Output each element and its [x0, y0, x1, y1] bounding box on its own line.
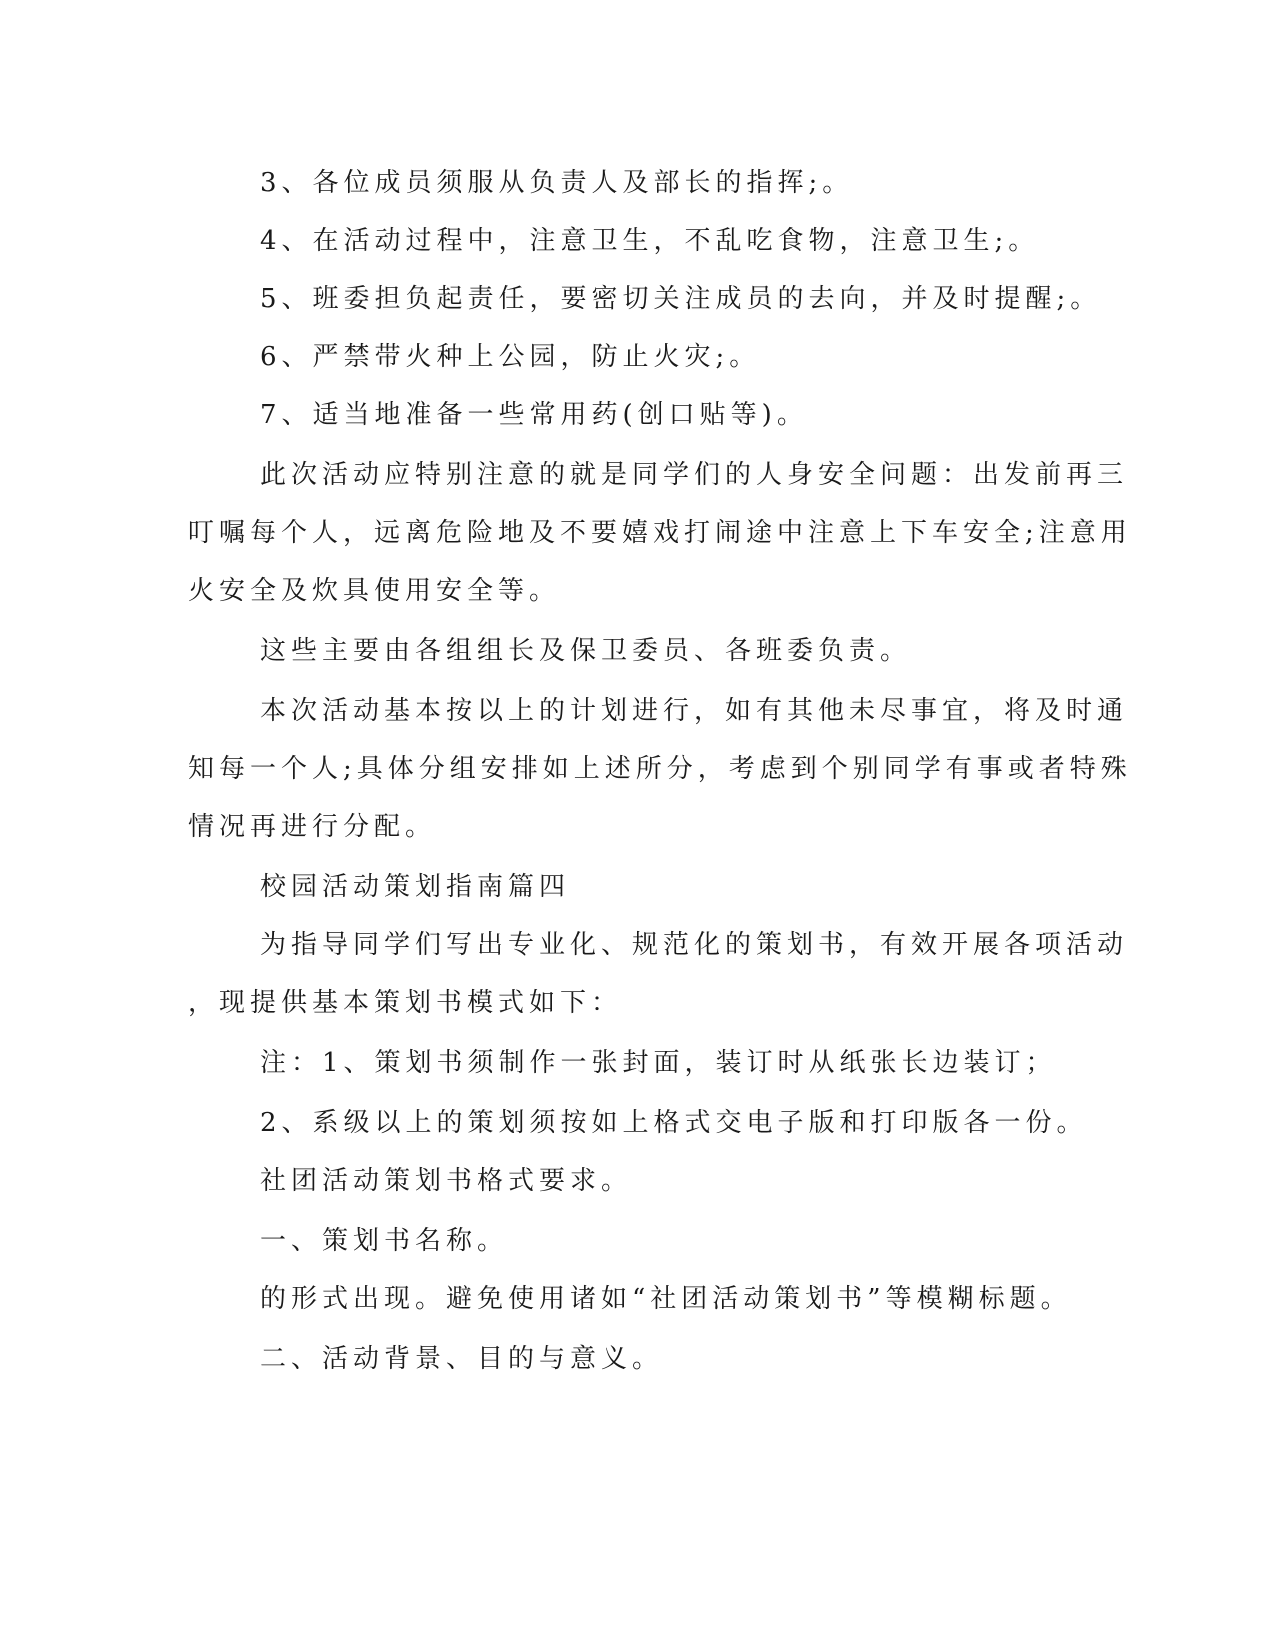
paragraph-safety-line-2: 叮嘱每个人，远离危险地及不要嬉戏打闹途中注意上下车安全;注意用: [188, 518, 1132, 548]
item-plan-name-note: 的形式出现。避免使用诸如“社团活动策划书”等模糊标题。: [260, 1284, 1072, 1314]
list-item-3: 3、各位成员须服从负责人及部长的指挥;。: [260, 168, 854, 198]
paragraph-plan-line-2: 知每一个人;具体分组安排如上述所分，考虑到个别同学有事或者特殊: [188, 754, 1132, 784]
item-background: 二、活动背景、目的与意义。: [260, 1344, 664, 1374]
paragraph-plan-line-1: 本次活动基本按以上的计划进行，如有其他未尽事宜，将及时通: [260, 696, 1129, 726]
note-item-1: 注：1、策划书须制作一张封面，装订时从纸张长边装订；: [260, 1048, 1057, 1078]
list-item-5: 5、班委担负起责任，要密切关注成员的去向，并及时提醒;。: [260, 284, 1102, 314]
paragraph-responsibility: 这些主要由各组组长及保卫委员、各班委负责。: [260, 636, 912, 666]
paragraph-safety-line-3: 火安全及炊具使用安全等。: [188, 576, 561, 606]
list-item-6: 6、严禁带火种上公园，防止火灾;。: [260, 342, 761, 372]
paragraph-plan-line-3: 情况再进行分配。: [188, 812, 437, 842]
note-item-2: 2、系级以上的策划须按如上格式交电子版和打印版各一份。: [260, 1108, 1088, 1138]
paragraph-guide-line-2: ，现提供基本策划书模式如下：: [188, 988, 623, 1018]
format-requirements: 社团活动策划书格式要求。: [260, 1166, 633, 1196]
section-heading: 校园活动策划指南篇四: [260, 872, 571, 902]
item-plan-name: 一、策划书名称。: [260, 1226, 509, 1256]
list-item-7: 7、适当地准备一些常用药(创口贴等)。: [260, 400, 808, 430]
paragraph-guide-line-1: 为指导同学们写出专业化、规范化的策划书，有效开展各项活动: [260, 930, 1129, 960]
paragraph-safety-line-1: 此次活动应特别注意的就是同学们的人身安全问题：出发前再三: [260, 460, 1129, 490]
list-item-4: 4、在活动过程中，注意卫生，不乱吃食物，注意卫生;。: [260, 226, 1040, 256]
